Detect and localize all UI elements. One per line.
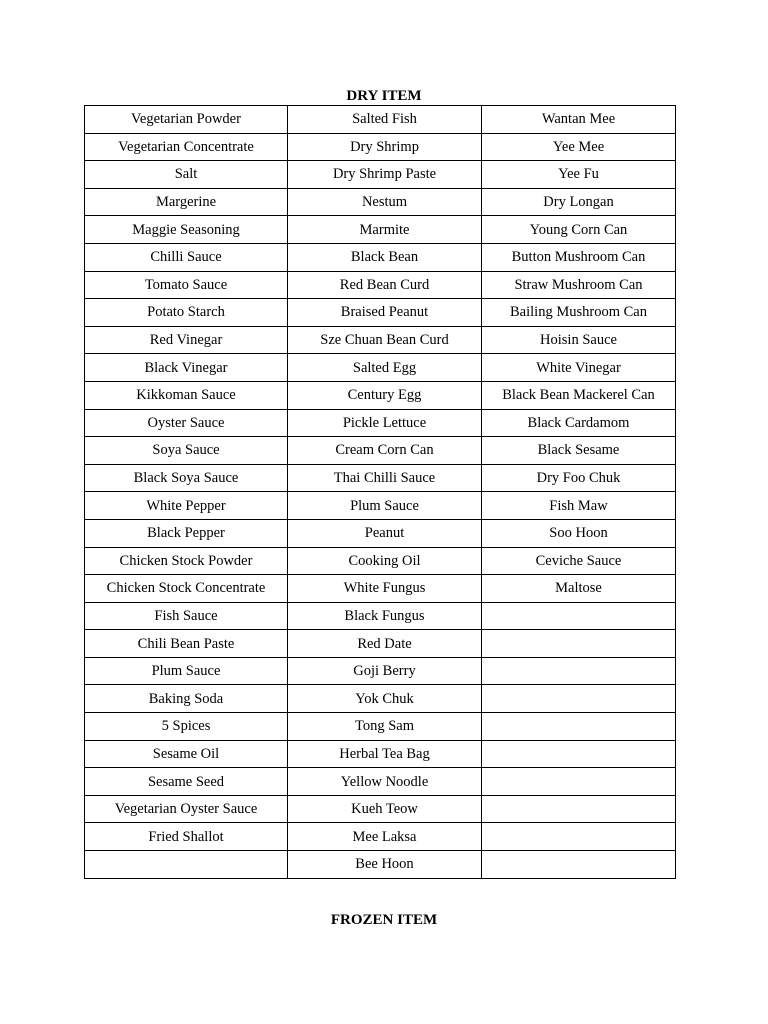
table-cell [482, 740, 676, 768]
table-cell: Maltose [482, 575, 676, 603]
table-cell: Black Cardamom [482, 409, 676, 437]
table-cell: Margerine [85, 188, 288, 216]
table-row [85, 657, 676, 685]
table-row [85, 823, 676, 851]
table-row [85, 851, 676, 879]
table-cell: Vegetarian Concentrate [85, 133, 288, 161]
table-cell: Yellow Noodle [288, 768, 482, 796]
table-cell: 5 Spices [85, 713, 288, 741]
table-cell [482, 851, 676, 879]
table-row [85, 188, 676, 216]
table-row [85, 547, 676, 575]
table-row [85, 685, 676, 713]
table-row [85, 713, 676, 741]
table-cell: Cooking Oil [288, 547, 482, 575]
table-cell: Fish Sauce [85, 602, 288, 630]
table-cell: Salted Egg [288, 354, 482, 382]
table-cell: Cream Corn Can [288, 437, 482, 465]
table-cell: Baking Soda [85, 685, 288, 713]
table-cell: Nestum [288, 188, 482, 216]
table-cell: Black Bean Mackerel Can [482, 381, 676, 409]
table-cell: Chicken Stock Powder [85, 547, 288, 575]
table-row [85, 740, 676, 768]
table-cell [482, 795, 676, 823]
table-row [85, 575, 676, 603]
table-cell: Black Pepper [85, 519, 288, 547]
table-cell: Black Soya Sauce [85, 464, 288, 492]
table-cell: Dry Shrimp [288, 133, 482, 161]
table-cell: Plum Sauce [85, 657, 288, 685]
table-cell: Salted Fish [288, 106, 482, 134]
table-cell: Kikkoman Sauce [85, 381, 288, 409]
table-row [85, 161, 676, 189]
table-cell [482, 768, 676, 796]
table-cell [85, 851, 288, 879]
table-cell: Sze Chuan Bean Curd [288, 326, 482, 354]
table-cell: Potato Starch [85, 299, 288, 327]
table-row [85, 271, 676, 299]
table-cell: Red Date [288, 630, 482, 658]
table-row [85, 464, 676, 492]
table-cell: Kueh Teow [288, 795, 482, 823]
table-cell: Maggie Seasoning [85, 216, 288, 244]
table-cell: Red Bean Curd [288, 271, 482, 299]
table-cell: Salt [85, 161, 288, 189]
table-cell: Black Fungus [288, 602, 482, 630]
table-cell: Tong Sam [288, 713, 482, 741]
table-row [85, 437, 676, 465]
table-cell: Red Vinegar [85, 326, 288, 354]
table-row [85, 768, 676, 796]
table-cell: Marmite [288, 216, 482, 244]
table-cell [482, 713, 676, 741]
table-row [85, 133, 676, 161]
table-cell: Sesame Oil [85, 740, 288, 768]
dry-item-table-body [85, 106, 676, 879]
table-row [85, 519, 676, 547]
table-row [85, 299, 676, 327]
table-row [85, 216, 676, 244]
table-cell: Plum Sauce [288, 492, 482, 520]
table-cell: Yee Fu [482, 161, 676, 189]
table-cell: Peanut [288, 519, 482, 547]
table-cell: Chilli Sauce [85, 243, 288, 271]
table-cell: Dry Longan [482, 188, 676, 216]
table-cell [482, 823, 676, 851]
table-cell: Oyster Sauce [85, 409, 288, 437]
table-cell [482, 602, 676, 630]
table-row [85, 602, 676, 630]
table-cell: White Pepper [85, 492, 288, 520]
table-cell: Chili Bean Paste [85, 630, 288, 658]
table-cell: Pickle Lettuce [288, 409, 482, 437]
table-row [85, 381, 676, 409]
table-row [85, 243, 676, 271]
table-cell: Braised Peanut [288, 299, 482, 327]
table-cell: Vegetarian Oyster Sauce [85, 795, 288, 823]
table-cell: Black Bean [288, 243, 482, 271]
table-cell: Bee Hoon [288, 851, 482, 879]
table-row [85, 409, 676, 437]
table-cell: Dry Shrimp Paste [288, 161, 482, 189]
table-cell: Yok Chuk [288, 685, 482, 713]
table-row [85, 630, 676, 658]
table-cell: White Vinegar [482, 354, 676, 382]
table-cell: Goji Berry [288, 657, 482, 685]
table-cell: Fried Shallot [85, 823, 288, 851]
table-cell: Sesame Seed [85, 768, 288, 796]
table-cell: Century Egg [288, 381, 482, 409]
dry-item-heading: DRY ITEM [346, 88, 422, 104]
table-cell: Fish Maw [482, 492, 676, 520]
table-cell: Black Sesame [482, 437, 676, 465]
table-cell [482, 685, 676, 713]
table-cell: Young Corn Can [482, 216, 676, 244]
table-cell [482, 657, 676, 685]
table-cell: White Fungus [288, 575, 482, 603]
table-cell: Herbal Tea Bag [288, 740, 482, 768]
table-row [85, 326, 676, 354]
table-cell: Chicken Stock Concentrate [85, 575, 288, 603]
table-cell: Soya Sauce [85, 437, 288, 465]
table-cell [482, 630, 676, 658]
table-cell: Black Vinegar [85, 354, 288, 382]
table-cell: Dry Foo Chuk [482, 464, 676, 492]
table-cell: Wantan Mee [482, 106, 676, 134]
frozen-item-heading: FROZEN ITEM [330, 912, 438, 928]
table-cell: Thai Chilli Sauce [288, 464, 482, 492]
table-cell: Soo Hoon [482, 519, 676, 547]
table-row [85, 106, 676, 134]
table-row [85, 795, 676, 823]
table-cell: Button Mushroom Can [482, 243, 676, 271]
table-cell: Ceviche Sauce [482, 547, 676, 575]
table-cell: Hoisin Sauce [482, 326, 676, 354]
table-cell: Tomato Sauce [85, 271, 288, 299]
table-cell: Bailing Mushroom Can [482, 299, 676, 327]
table-cell: Mee Laksa [288, 823, 482, 851]
table-cell: Yee Mee [482, 133, 676, 161]
table-cell: Straw Mushroom Can [482, 271, 676, 299]
dry-item-table [84, 105, 676, 879]
table-row [85, 492, 676, 520]
table-row [85, 354, 676, 382]
table-cell: Vegetarian Powder [85, 106, 288, 134]
